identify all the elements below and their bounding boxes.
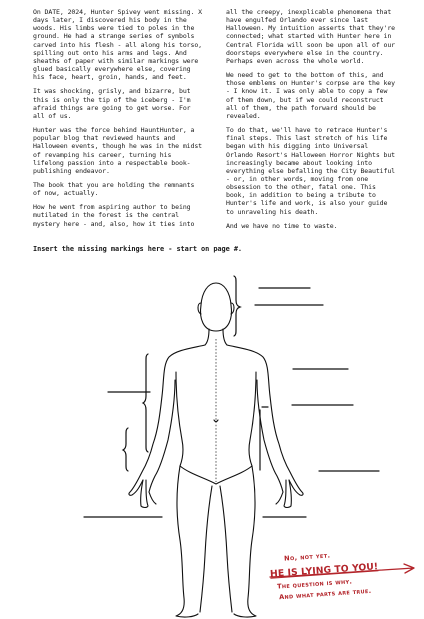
body-right-hand xyxy=(276,480,291,508)
body-right-leg-outer xyxy=(234,466,256,617)
paragraph: How he went from aspiring author to being mutilated in the forest is the central mystery here - and, also, how it ties into xyxy=(33,203,195,228)
head-bracket xyxy=(234,276,240,336)
paragraph: On DATE, 2024, Hunter Spivey went missing. X days later, I discovered his body in the woods. His limbs were tied to poles in the ground. He had a strange series of symbols carved into his flesh - all along his torso, spilling out onto his arms and legs. And sheaths of paper with similar markings were glued basically everywhere else, covering his face, heart, groin, hands, and feet. xyxy=(33,8,203,82)
body-left-leg-outer xyxy=(176,466,198,617)
handwritten-note-2: HE IS LYING TO YOU! xyxy=(269,561,379,580)
handwritten-note-4: And what parts are true. xyxy=(278,586,372,602)
body-right-outline xyxy=(227,345,303,495)
body-left-leg-inner xyxy=(200,486,212,612)
handwritten-note-3: The question is why. xyxy=(276,577,353,591)
body-torso-left xyxy=(176,372,183,466)
paragraph: all the creepy, inexplicable phenomena that have engulfed Orlando ever since last Halloween. My intuition asserts that they're connected; what started with Hunter here in Central Florida will soon be upon all of our doorsteps everywhere else in the country. Perhaps even across the whole world. xyxy=(226,8,396,65)
torso-bracket xyxy=(143,354,148,452)
body-neck xyxy=(205,329,209,345)
body-neck xyxy=(223,329,227,345)
body-left-outline xyxy=(129,345,205,495)
paragraph: And we have no time to waste. xyxy=(226,221,338,230)
body-navel xyxy=(214,420,218,422)
paragraph: We need to get to the bottom of this, and those emblems on Hunter's corpse are the key - I know it. I was only able to copy a few of them down, but if we could reconstruct all of them, the path forward should be revealed. xyxy=(226,71,396,120)
left-arm-bracket xyxy=(123,428,128,471)
body-head-outline xyxy=(201,283,232,331)
handwritten-note-1: No, not yet. xyxy=(283,551,331,563)
instruction-heading: Insert the missing markings here - start on page #. xyxy=(33,245,243,253)
paragraph: It was shocking, grisly, and bizarre, but this is only the tip of the iceberg - I'm afraid things are going to get worse. For all of us. xyxy=(33,87,191,120)
paragraph: The book that you are holding the remnants of now, actually. xyxy=(33,180,195,198)
body-torso-right xyxy=(249,372,256,466)
paragraph: Hunter was the force behind HauntHunter, a popular blog that reviewed haunts and Halloween events, though he was in the midst of revamping his career, turning his lifelong passion into a respectable book-publishing endeavor. xyxy=(33,126,203,175)
body-left-hand xyxy=(141,480,156,508)
paragraph: To do that, we'll have to retrace Hunter's final steps. This last stretch of his life began with his digging into Universal Orlando Resort's Halloween Horror Nights but increasingly became about looking into everything else befalling the City Beautiful - or, in other words, moving from one obsession to the other, fatal one. This book, in addition to being a tribute to Hunter's life and work, is also your guide to unraveling his death. xyxy=(226,126,396,216)
body-right-leg-inner xyxy=(220,486,232,612)
